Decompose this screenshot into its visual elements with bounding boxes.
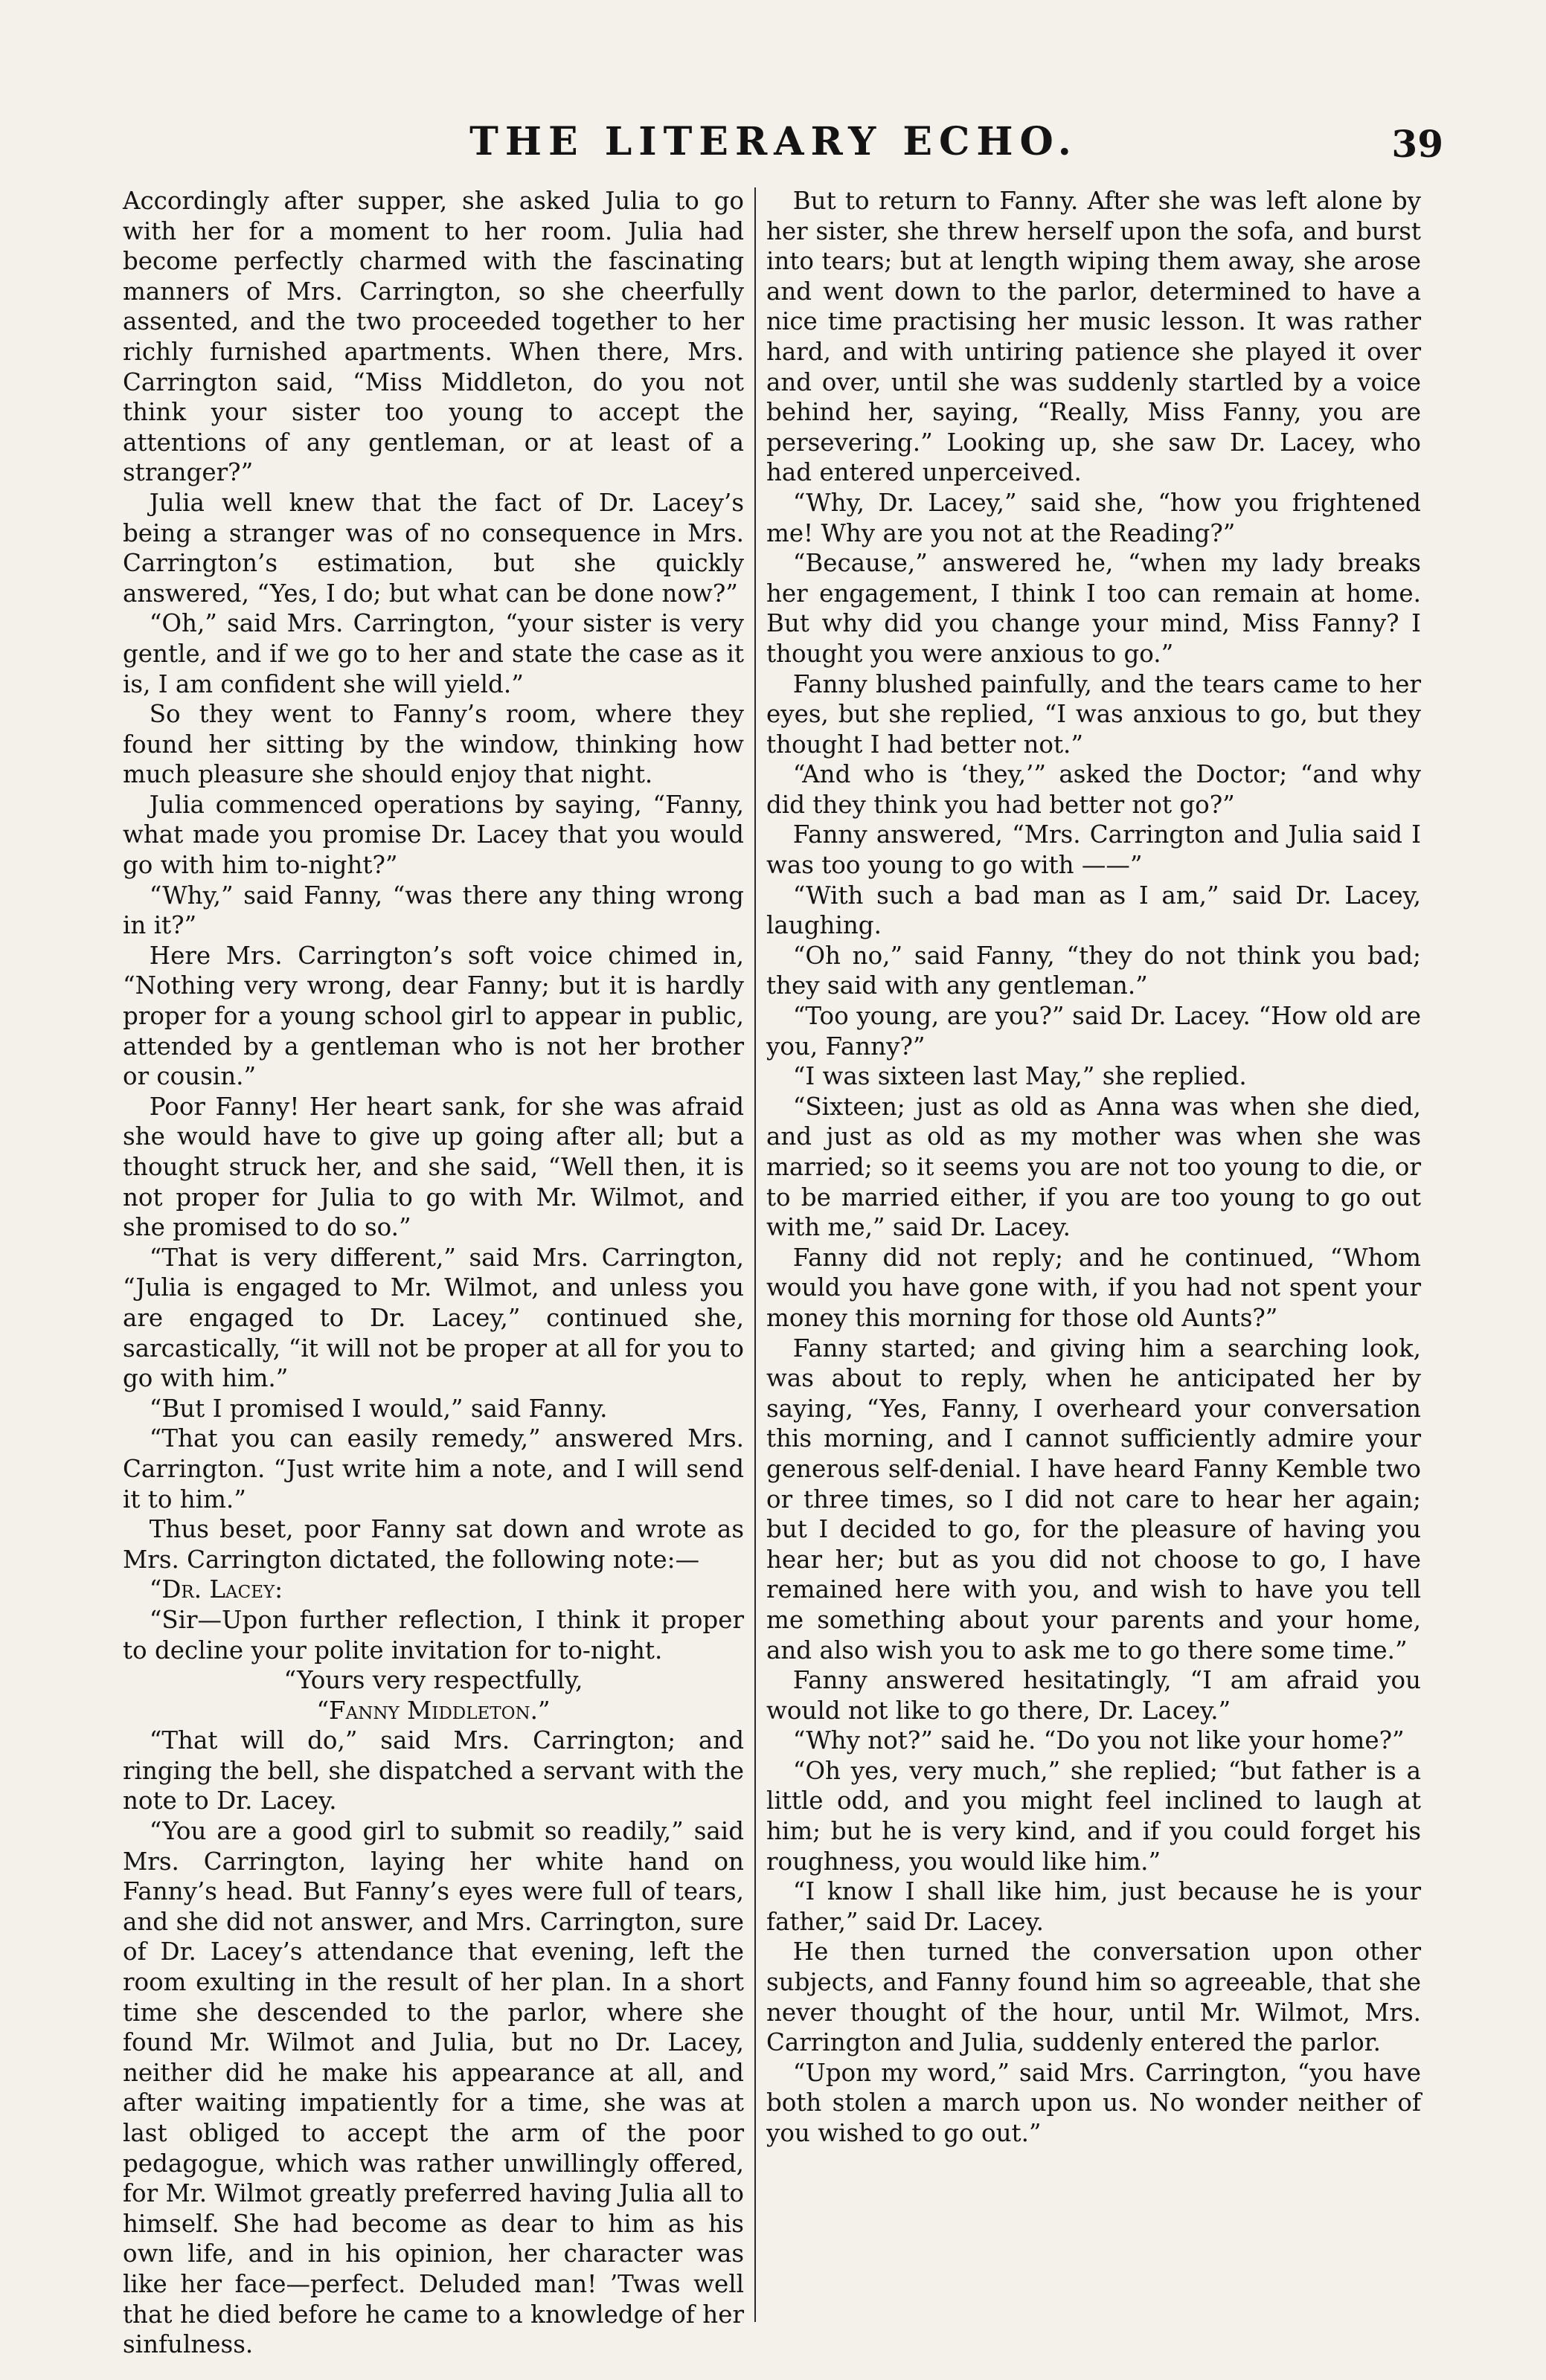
masthead-title: THE LITERARY ECHO.	[469, 119, 1078, 164]
paragraph: “You are a good girl to submit so readily,” said Mrs. Carrington, laying her white hand on Fanny’s head. But Fanny’s eyes were full of tears, and she did not answer, and Mrs. Carrington, sure of Dr. Lacey’s attendance that evening, left the room exulting in the result of her plan. In a short time she descended to the parlor, where she found Mr. Wilmot and Julia, but no Dr. Lacey, neither did he make his appearance at all, and after waiting impatiently for a time, she was at last obliged to accept the arm of the poor pedagogue, which was rather unwillingly offered, for Mr. Wilmot greatly preferred having Julia all to himself. She had become as dear to him as his own life, and in his opinion, her character was like her face—perfect. Deluded man! ’Twas well that he died before he came to a knowledge of her sinfulness.	[123, 1817, 744, 2359]
paragraph: Thus beset, poor Fanny sat down and wrote as Mrs. Carrington dictated, the following note:—	[123, 1515, 744, 1574]
paragraph: “Oh,” said Mrs. Carrington, “your sister is very gentle, and if we go to her and state the case as it is, I am confident she will yield.”	[123, 609, 744, 698]
paragraph: “That you can easily remedy,” answered Mrs. Carrington. “Just write him a note, and I will send it to him.”	[123, 1424, 744, 1514]
paragraph: “And who is ‘they,’” asked the Doctor; “and why did they think you had better not go?”	[766, 760, 1421, 819]
note-body: “Sir—Upon further reflection, I think it proper to decline your polite invitation for to-night.	[123, 1605, 744, 1665]
paragraph: Julia well knew that the fact of Dr. Lacey’s being a stranger was of no consequence in Mrs. Carrington’s estimation, but she quickly answered, “Yes, I do; but what can be done now?”	[123, 488, 744, 608]
paragraph: But to return to Fanny. After she was left alone by her sister, she threw herself upon the sofa, and burst into tears; but at length wiping them away, she arose and went down to the parlor, determined to have a nice time practising her music lesson. It was rather hard, and with untiring patience she played it over and over, until she was suddenly startled by a voice behind her, saying, “Really, Miss Fanny, you are persevering.” Looking up, she saw Dr. Lacey, who had entered unperceived.	[766, 187, 1421, 487]
column-divider	[754, 187, 756, 2322]
paragraph: Fanny answered, “Mrs. Carrington and Julia said I was too young to go with ——”	[766, 820, 1421, 880]
paragraph: “I know I shall like him, just because he is your father,” said Dr. Lacey.	[766, 1877, 1421, 1936]
paragraph: “Why not?” said he. “Do you not like your home?”	[792, 1726, 1405, 1755]
paragraph: “I was sixteen last May,” she replied.	[792, 1062, 1247, 1091]
paragraph: Julia commenced operations by saying, “Fanny, what made you promise Dr. Lacey that you would go with him to-night?”	[123, 790, 744, 880]
note-salutation: “Dr. Lacey:	[149, 1575, 283, 1604]
note-closing: “Yours very respectfully,	[283, 1666, 583, 1695]
page-number: 39	[1391, 122, 1443, 166]
paragraph: He then turned the conversation upon other subjects, and Fanny found him so agreeable, that she never thought of the hour, until Mr. Wilmot, Mrs. Carrington and Julia, suddenly entered the parlor.	[766, 1937, 1421, 2057]
paragraph: Fanny blushed painfully, and the tears came to her eyes, but she replied, “I was anxious to go, but they thought I had better not.”	[766, 669, 1421, 759]
paragraph: “Oh no,” said Fanny, “they do not think you bad; they said with any gentleman.”	[766, 941, 1421, 1000]
paragraph: Here Mrs. Carrington’s soft voice chimed in, “Nothing very wrong, dear Fanny; but it is hardly proper for a young school girl to appear in public, attended by a gentleman who is not her brother or cousin.”	[123, 941, 744, 1091]
paragraph: Fanny did not reply; and he continued, “Whom would you have gone with, if you had not spent your money this morning for those old Aunts?”	[766, 1243, 1421, 1332]
right-column	[766, 186, 1421, 2328]
paragraph: “Too young, are you?” said Dr. Lacey. “How old are you, Fanny?”	[766, 1002, 1421, 1061]
left-column	[123, 186, 744, 2359]
paragraph: “That will do,” said Mrs. Carrington; and ringing the bell, she dispatched a servant with the note to Dr. Lacey.	[123, 1726, 744, 1815]
note-signature: “Fanny Middleton.”	[316, 1696, 551, 1725]
paragraph: “With such a bad man as I am,” said Dr. Lacey, laughing.	[766, 881, 1421, 940]
paragraph: “But I promised I would,” said Fanny.	[149, 1394, 608, 1423]
paragraph: “Why, Dr. Lacey,” said she, “how you frightened me! Why are you not at the Reading?”	[766, 488, 1421, 547]
paragraph: Fanny answered hesitatingly, “I am afraid you would not like to go there, Dr. Lacey.”	[766, 1666, 1421, 1725]
page-header	[104, 119, 1443, 171]
paragraph: “Oh yes, very much,” she replied; “but father is a little odd, and you might feel inclined to laugh at him; but he is very kind, and if you could forget his roughness, you would like him.”	[766, 1756, 1421, 1876]
paragraph: So they went to Fanny’s room, where they found her sitting by the window, thinking how much pleasure she should enjoy that night.	[123, 700, 744, 789]
paragraph: Poor Fanny! Her heart sank, for she was afraid she would have to give up going after all; but a thought struck her, and she said, “Well then, it is not proper for Julia to go with Mr. Wilmot, and she promised to do so.”	[123, 1092, 744, 1242]
paragraph: “Sixteen; just as old as Anna was when she died, and just as old as my mother was when she was married; so it seems you are not too young to die, or to be married either, if you are too young to go out with me,” said Dr. Lacey.	[766, 1092, 1421, 1242]
paragraph: “That is very different,” said Mrs. Carrington, “Julia is engaged to Mr. Wilmot, and unless you are engaged to Dr. Lacey,” continued she, sarcastically, “it will not be proper at all for you to go with him.”	[123, 1243, 744, 1393]
paragraph: Fanny started; and giving him a searching look, was about to reply, when he anticipated her by saying, “Yes, Fanny, I overheard your conversation this morning, and I cannot sufficiently admire your generous self-denial. I have heard Fanny Kemble two or three times, so I did not care to hear her again; but I decided to go, for the pleasure of having you hear her; but as you did not choose to go, I have remained here with you, and wish to have you tell me something about your parents and your home, and also wish you to ask me to go there some time.”	[766, 1334, 1421, 1665]
paragraph: “Because,” answered he, “when my lady breaks her engagement, I think I too can remain at home. But why did you change your mind, Miss Fanny? I thought you were anxious to go.”	[766, 549, 1421, 668]
paragraph: Accordingly after supper, she asked Julia to go with her for a moment to her room. Julia had become perfectly charmed with the fascinating manners of Mrs. Carrington, so she cheerfully assented, and the two proceeded together to her richly furnished apartments. When there, Mrs. Carrington said, “Miss Middleton, do you not think your sister too young to accept the attentions of any gentleman, or at least of a stranger?”	[123, 187, 744, 487]
paragraph: “Why,” said Fanny, “was there any thing wrong in it?”	[123, 881, 744, 940]
paragraph: “Upon my word,” said Mrs. Carrington, “you have both stolen a march upon us. No wonder neither of you wished to go out.”	[766, 2058, 1421, 2147]
